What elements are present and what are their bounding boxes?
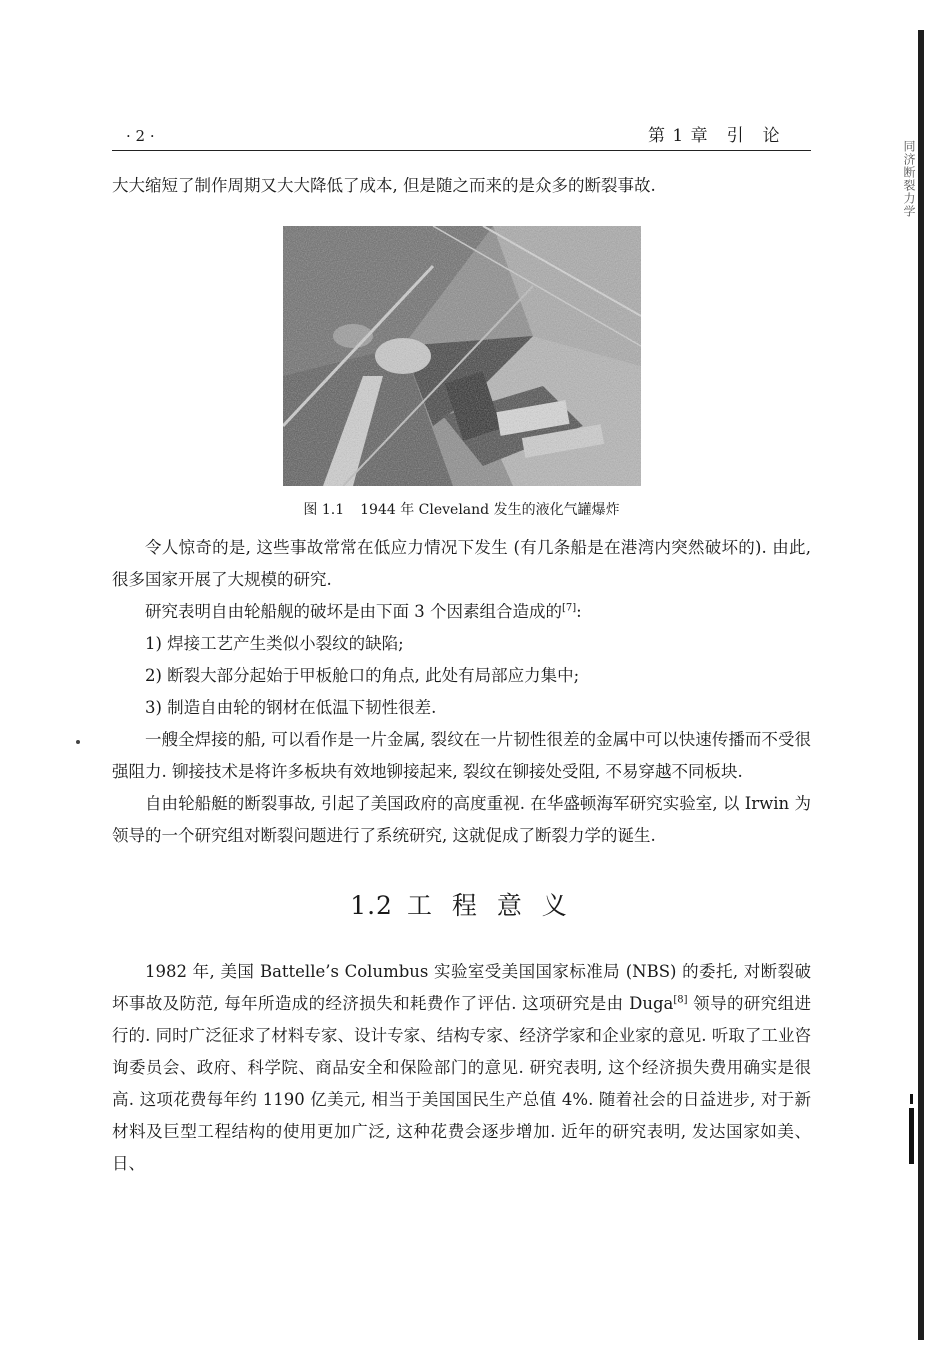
paragraph-causes-text: 研究表明自由轮船舰的破坏是由下面 3 个因素组合造成的	[145, 602, 562, 621]
running-head: 第 1 章 引 论	[648, 126, 781, 146]
citation-ref: [7]	[562, 602, 577, 614]
paragraph-welded-ship: 一艘全焊接的船, 可以看作是一片金属, 裂纹在一片韧性很差的金属中可以快速传播而不受很强阻力. 铆接技术是将许多板块有效地铆接起来, 裂纹在铆接处受阻, 不易穿越不同板块.	[112, 730, 811, 781]
paragraph-battelle-b: 领导的研究组进行的. 同时广泛征求了材料专家、设计专家、结构专家、经济学家和企业家的意见. 听取了工业咨询委员会、政府、科学院、商品安全和保险部门的意见. 研究表明, 这个经济损失费用确实是很高. 这项花费每年约 1190 亿美元, 相当于美国国民生产总值 4%. 随着社会的日益进步, 对于新材料及巨型工程结构的使用更加广泛, 这种花费会逐步增加. 近年的研究表明, 发达国家如美、日、	[112, 994, 812, 1173]
page-number: · 2 ·	[126, 127, 155, 145]
section-number: 1.2	[350, 891, 393, 920]
figure-number: 图 1.1	[303, 502, 345, 518]
binding-mark	[909, 1108, 914, 1164]
paragraph-low-stress: 令人惊奇的是, 这些事故常常在低应力情况下发生 (有几条船是在港湾内突然破坏的). 由此, 很多国家开展了大规模的研究.	[112, 538, 811, 589]
paragraph-irwin: 自由轮船艇的断裂事故, 引起了美国政府的高度重视. 在华盛顿海军研究实验室, 以 Irwin 为领导的一个研究组对断裂问题进行了系统研究, 这就促成了断裂力学的诞生.	[112, 794, 811, 845]
list-item: 3) 制造自由轮的钢材在低温下韧性很差.	[145, 698, 437, 717]
spine-text: 同济断裂力学	[902, 140, 916, 218]
figure-caption-text: 1944 年 Cleveland 发生的液化气罐爆炸	[360, 502, 620, 518]
paragraph-causes	[112, 596, 811, 628]
section-heading	[112, 890, 811, 922]
section-title: 工 程 意 义	[406, 891, 573, 920]
paragraph-causes-tail: :	[576, 602, 582, 621]
intro-paragraph: 大大缩短了制作周期又大大降低了成本, 但是随之而来的是众多的断裂事故.	[112, 176, 656, 195]
paragraph-battelle	[112, 956, 811, 1180]
scan-speck	[76, 740, 80, 744]
list-item: 1) 焊接工艺产生类似小裂纹的缺陷;	[145, 634, 404, 653]
list-item: 2) 断裂大部分起始于甲板舱口的角点, 此处有局部应力集中;	[145, 666, 580, 685]
citation-ref: [8]	[673, 994, 688, 1006]
binding-mark-small	[910, 1094, 913, 1104]
paragraph-battelle-a: 1982 年, 美国 Battelle’s Columbus 实验室受美国国家标准局 (NBS) 的委托, 对断裂破坏事故及防范, 每年所造成的经济损失和耗费作了评估. 这项研究是由 Duga	[112, 962, 811, 1013]
header-rule	[112, 150, 811, 151]
binding-edge	[918, 30, 924, 1340]
figure-caption	[112, 500, 811, 520]
page-body	[112, 170, 811, 1180]
explosion-aerial-photo	[283, 226, 641, 486]
